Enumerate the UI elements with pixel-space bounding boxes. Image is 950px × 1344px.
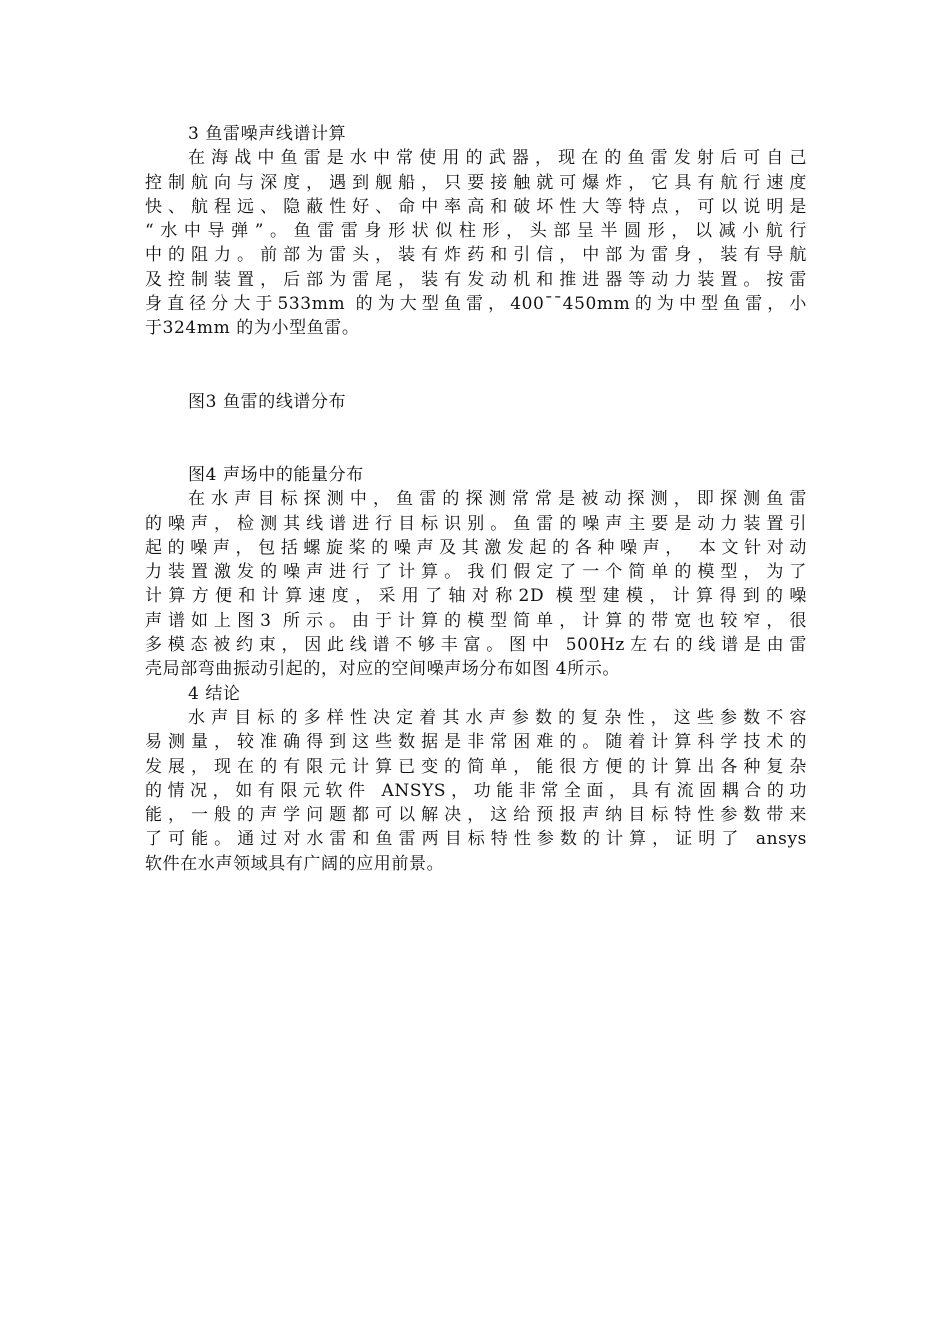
paragraph-line: 中的阻力。前部为雷头，装有炸药和引信，中部为雷身，装有导航	[145, 245, 807, 266]
document-page	[145, 122, 807, 876]
paragraph-line: 的噪声，检测其线谱进行目标识别。鱼雷的噪声主要是动力装置引	[145, 513, 807, 534]
figure-4-caption: 图4 声场中的能量分布	[188, 464, 364, 485]
paragraph-line: 壳局部弯曲振动引起的，对应的空间噪声场分布如图 4所示。	[145, 659, 621, 680]
paragraph-line: 了可能。通过对水雷和鱼雷两目标特性参数的计算，证明了 ansys	[145, 829, 807, 850]
paragraph-line: 能，一般的声学问题都可以解决，这给预报声纳目标特性参数带来	[145, 805, 807, 826]
paragraph-line: 快、航程远、隐蔽性好、命中率高和破坏性大等特点，可以说明是	[145, 196, 807, 217]
paragraph-line: 软件在水声领域具有广阔的应用前景。	[145, 853, 445, 874]
paragraph-line: 控制航向与深度，遇到舰船，只要接触就可爆炸，它具有航行速度	[145, 172, 807, 193]
paragraph-line: 在海战中鱼雷是水中常使用的武器，现在的鱼雷发射后可自己	[188, 148, 807, 169]
section-3-heading: 3 鱼雷噪声线谱计算	[188, 124, 347, 144]
section-4-heading: 4 结论	[188, 683, 241, 704]
paragraph-line: 身直径分大于533mm 的为大型鱼雷，400¯¯450mm的为中型鱼雷，小	[145, 294, 807, 315]
paragraph-line: 起的噪声，包括螺旋桨的噪声及其激发起的各种噪声， 本文针对动	[145, 537, 807, 558]
figure-3-caption: 图3 鱼雷的线谱分布	[188, 391, 347, 412]
paragraph-line: 水声目标的多样性决定着其水声参数的复杂性，这些参数不容	[188, 707, 807, 728]
analysis-paragraph	[145, 487, 807, 681]
paragraph-line: 易测量，较准确得到这些数据是非常困难的。随着计算科学技术的	[145, 732, 807, 753]
paragraph-line: 发展，现在的有限元计算已变的简单，能很方便的计算出各种复杂	[145, 756, 807, 777]
spacer	[145, 414, 807, 463]
paragraph-line: 多模态被约束，因此线谱不够丰富。图中 500Hz左右的线谱是由雷	[145, 635, 807, 656]
paragraph-line: 计算方便和计算速度，采用了轴对称2D 模型建模，计算得到的噪	[145, 586, 807, 607]
paragraph-line: 及控制装置，后部为雷尾，装有发动机和推进器等动力装置。按雷	[145, 269, 807, 290]
spacer	[145, 341, 807, 390]
paragraph-line: 在水声目标探测中，鱼雷的探测常常是被动探测，即探测鱼雷	[188, 489, 807, 510]
paragraph-line: 力装置激发的噪声进行了计算。我们假定了一个简单的模型，为了	[145, 562, 807, 583]
paragraph-line: 声谱如上图3 所示。由于计算的模型简单，计算的带宽也较窄，很	[145, 610, 807, 631]
paragraph-line: “水中导弹”。鱼雷雷身形状似柱形，头部呈半圆形，以减小航行	[145, 221, 807, 242]
paragraph-line: 于324mm 的为小型鱼雷。	[145, 318, 360, 339]
section-4-paragraph	[145, 706, 807, 876]
section-3-paragraph	[145, 146, 807, 340]
paragraph-line: 的情况，如有限元软件 ANSYS，功能非常全面，具有流固耦合的功	[145, 780, 807, 801]
